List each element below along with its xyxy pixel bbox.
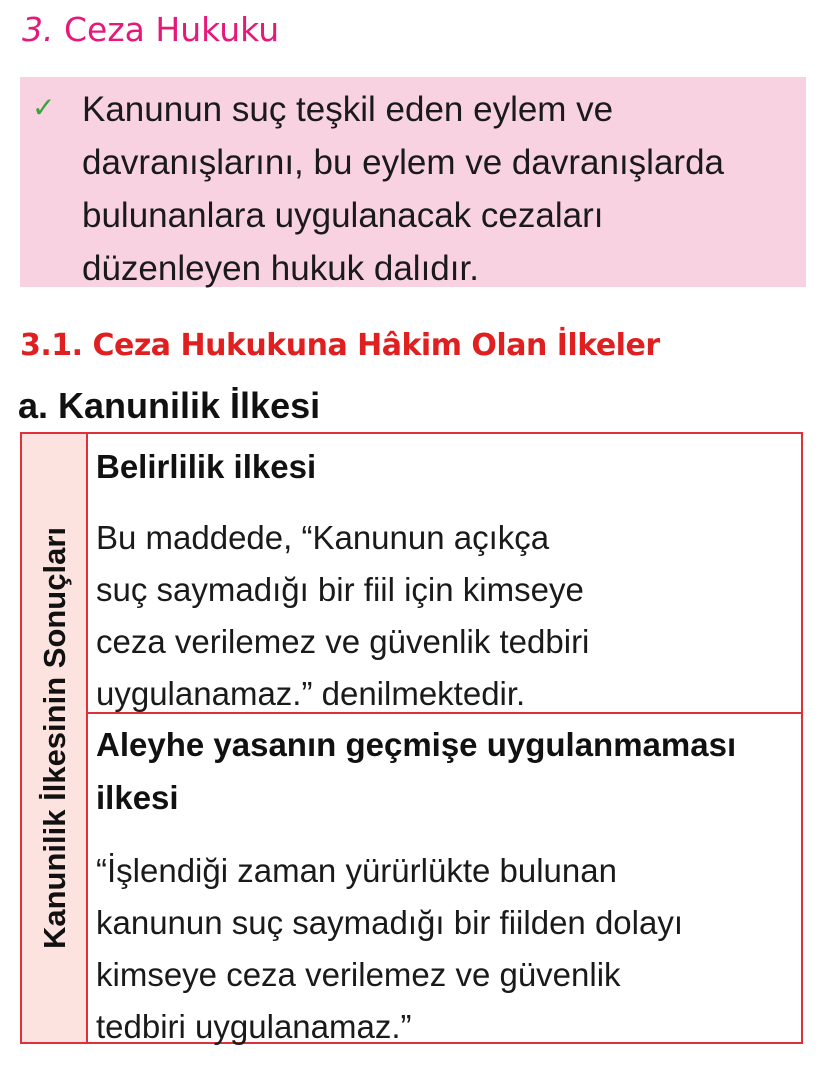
row-body-line: uygulanamaz.” denilmektedir. bbox=[96, 675, 526, 712]
side-column bbox=[22, 434, 88, 1042]
row-title bbox=[96, 718, 801, 824]
row-body-line: “İşlendiği zaman yürürlükte bulunan bbox=[96, 852, 617, 889]
row-body-line: tedbiri uygulanamaz.” bbox=[96, 1008, 412, 1045]
row-title-line: Aleyhe yasanın geçmişe uygulanmaması bbox=[96, 726, 737, 763]
row-title-line: ilkesi bbox=[96, 779, 179, 816]
row-body-line: kanunun suç saymadığı bir fiilden dolayı bbox=[96, 904, 684, 941]
definition-text bbox=[82, 83, 792, 295]
row-body bbox=[96, 845, 801, 1053]
definition-line: bulunanlara uygulanacak cezaları bbox=[82, 196, 604, 235]
definition-line: davranışlarını, bu eylem ve davranışlarda bbox=[82, 143, 724, 182]
table-row-non-retroactivity bbox=[88, 714, 801, 1045]
section-number: 3. bbox=[22, 10, 54, 49]
definition-line: Kanunun suç teşkil eden eylem ve bbox=[82, 90, 614, 129]
definition-box bbox=[20, 77, 806, 287]
row-body-line: Bu maddede, “Kanunun açıkça bbox=[96, 519, 550, 556]
definition-line: düzenleyen hukuk dalıdır. bbox=[82, 249, 479, 288]
row-body-line: kimseye ceza verilemez ve güvenlik bbox=[96, 956, 621, 993]
row-body bbox=[96, 512, 801, 720]
row-title bbox=[96, 440, 801, 493]
section-title bbox=[22, 10, 279, 49]
section-title-text: Ceza Hukuku bbox=[64, 10, 280, 49]
row-body-line: ceza verilemez ve güvenlik tedbiri bbox=[96, 623, 590, 660]
row-title-line: Belirlilik ilkesi bbox=[96, 448, 317, 485]
check-icon: ✓ bbox=[32, 91, 56, 124]
principles-table bbox=[20, 432, 803, 1044]
side-label: Kanunilik İlkesinin Sonuçları bbox=[37, 526, 72, 950]
principle-heading: a. Kanunilik İlkesi bbox=[18, 385, 321, 426]
table-row-certainty bbox=[88, 434, 801, 714]
row-body-line: suç saymadığı bir fiil için kimseye bbox=[96, 571, 584, 608]
subsection-heading: 3.1. Ceza Hukukuna Hâkim Olan İlkeler bbox=[20, 328, 660, 363]
